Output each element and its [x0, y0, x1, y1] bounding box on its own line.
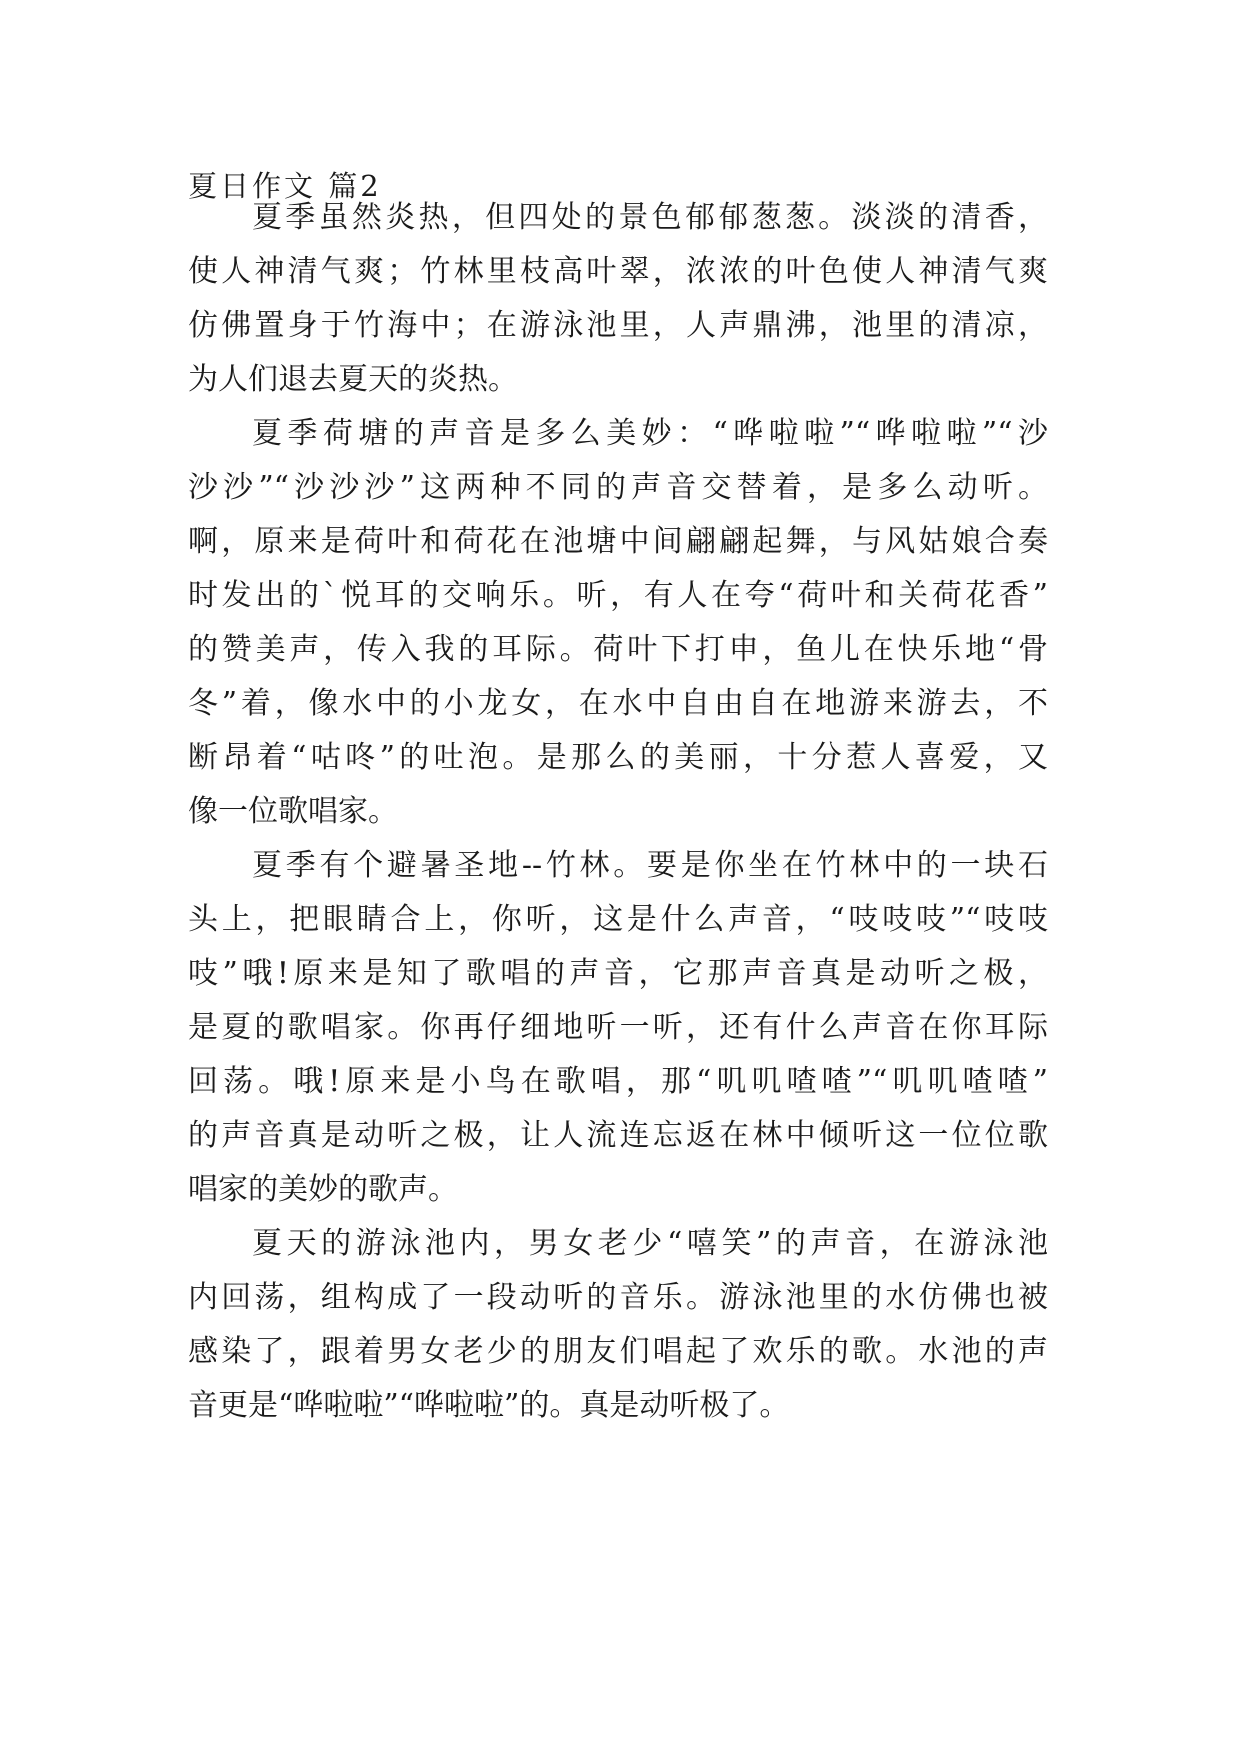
- text-line: 回荡。哦!原来是小鸟在歌唱，那“叽叽喳喳”“叽叽喳喳”: [188, 1064, 1048, 1099]
- text-line: 为人们退去夏天的炎热。: [188, 362, 518, 397]
- text-line: 断昂着“咕咚”的吐泡。是那么的美丽，十分惹人喜爱，又: [188, 740, 1048, 775]
- text-line: 吱”哦!原来是知了歌唱的声音，它那声音真是动听之极，: [188, 956, 1048, 991]
- text-line: 音更是“哗啦啦”“哗啦啦”的。真是动听极了。: [188, 1388, 790, 1423]
- text-line: 夏季荷塘的声音是多么美妙：“哗啦啦”“哗啦啦”“沙: [252, 416, 1048, 451]
- text-line: 内回荡，组构成了一段动听的音乐。游泳池里的水仿佛也被: [188, 1280, 1048, 1315]
- text-line: 时发出的`悦耳的交响乐。听，有人在夸“荷叶和关荷花香”: [188, 578, 1048, 613]
- text-line: 仿佛置身于竹海中；在游泳池里，人声鼎沸，池里的清凉，: [188, 308, 1048, 343]
- text-line: 的声音真是动听之极，让人流连忘返在林中倾听这一位位歌: [188, 1118, 1048, 1153]
- text-line: 使人神清气爽；竹林里枝高叶翠，浓浓的叶色使人神清气爽: [188, 254, 1048, 289]
- text-line: 的赞美声，传入我的耳际。荷叶下打申，鱼儿在快乐地“骨: [188, 632, 1048, 667]
- text-line: 沙沙”“沙沙沙”这两种不同的声音交替着，是多么动听。: [188, 470, 1048, 505]
- text-line: 头上，把眼睛合上，你听，这是什么声音，“吱吱吱”“吱吱: [188, 902, 1048, 937]
- document-title: 夏日作文 篇2: [188, 169, 382, 203]
- text-line: 冬”着，像水中的小龙女，在水中自由自在地游来游去，不: [188, 686, 1048, 721]
- text-line: 唱家的美妙的歌声。: [188, 1172, 458, 1207]
- text-line: 夏季有个避暑圣地--竹林。要是你坐在竹林中的一块石: [252, 848, 1048, 883]
- text-line: 夏天的游泳池内，男女老少“嘻笑”的声音，在游泳池: [252, 1226, 1048, 1261]
- text-line: 像一位歌唱家。: [188, 794, 398, 829]
- text-line: 是夏的歌唱家。你再仔细地听一听，还有什么声音在你耳际: [188, 1010, 1048, 1045]
- text-line: 感染了，跟着男女老少的朋友们唱起了欢乐的歌。水池的声: [188, 1334, 1048, 1369]
- text-line: 啊，原来是荷叶和荷花在池塘中间翩翩起舞，与风姑娘合奏: [188, 524, 1048, 559]
- text-line: 夏季虽然炎热，但四处的景色郁郁葱葱。淡淡的清香，: [252, 200, 1048, 235]
